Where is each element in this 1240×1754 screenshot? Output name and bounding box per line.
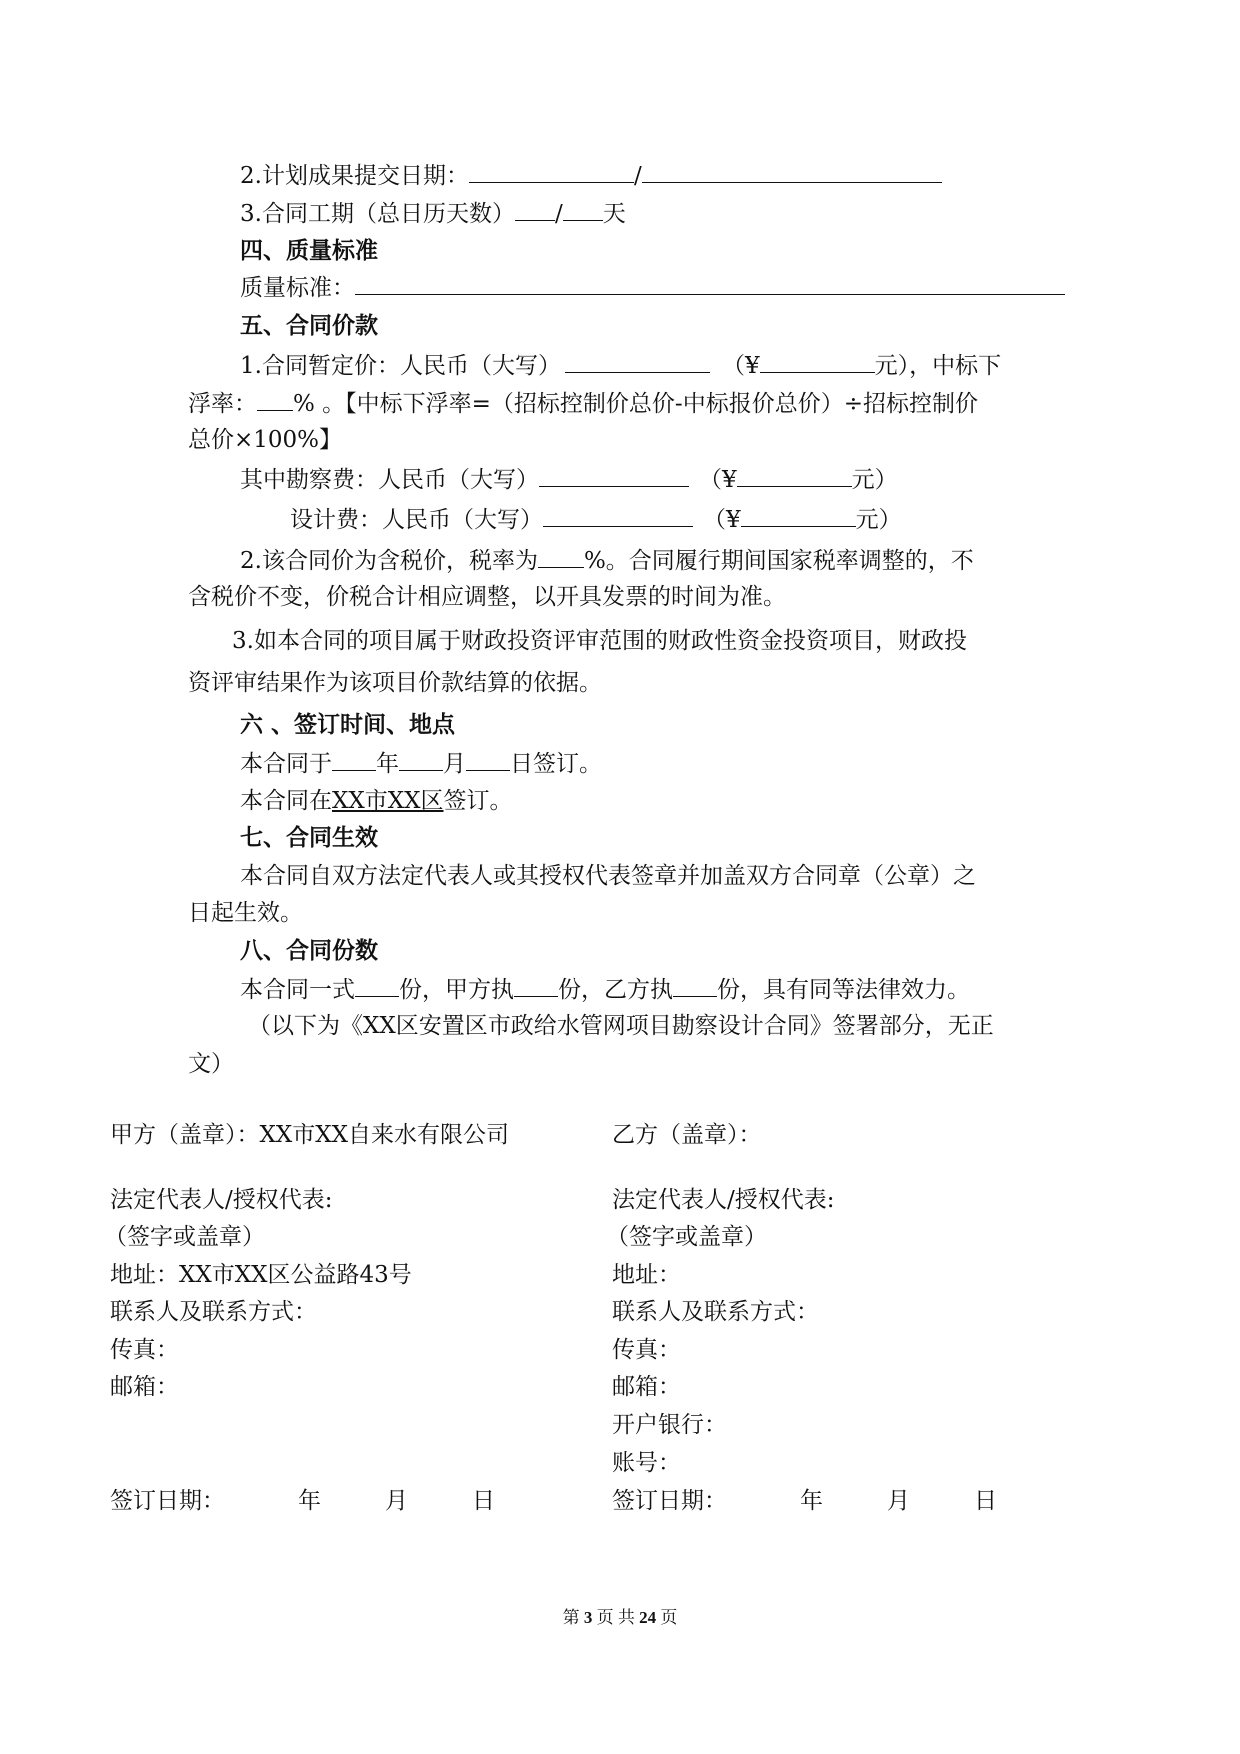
party-b-account: 账号：	[612, 1450, 681, 1476]
price-para-line-2	[188, 388, 978, 419]
blank-field	[466, 748, 510, 771]
party-b-contact: 联系人及联系方式：	[612, 1299, 819, 1325]
tax-para-line-2: 含税价不变，价税合计相应调整，以开具发票的时间为准。	[188, 584, 786, 610]
submission-date-label: 2.计划成果提交日期：	[240, 163, 469, 189]
party-b-title: 乙方（盖章）：	[612, 1122, 762, 1148]
blank-field	[515, 198, 555, 221]
tax-para-line-1	[240, 545, 974, 576]
survey-fee-label: 其中勘察费：人民币（大写）	[240, 467, 539, 493]
party-a-rep: 法定代表人/授权代表:	[110, 1187, 333, 1213]
party-a-year: 年	[298, 1488, 321, 1514]
fiscal-review-line-2: 资评审结果作为该项目价款结算的依据。	[188, 670, 602, 696]
blank-field	[741, 504, 856, 527]
party-a-month: 月	[385, 1488, 408, 1514]
month-label: 月	[443, 751, 466, 777]
party-b-bank: 开户银行：	[612, 1412, 727, 1438]
year-label: 年	[376, 751, 399, 777]
quality-standard-line	[240, 272, 1065, 303]
page-footer	[0, 1603, 1240, 1628]
footer-total-pages: 24	[639, 1608, 657, 1627]
blank-field	[563, 198, 603, 221]
party-b-sign: （签字或盖章）	[606, 1224, 767, 1250]
signing-place-label: 本合同在	[240, 788, 332, 814]
signing-place-value: XX市XX区	[332, 788, 444, 814]
signing-date-label: 本合同于	[240, 751, 332, 777]
blank-field	[469, 160, 634, 183]
signing-place-tail: 签订。	[443, 788, 513, 814]
party-a-contact: 联系人及联系方式：	[110, 1299, 317, 1325]
yuan-open: （¥	[721, 353, 760, 379]
separator: /	[633, 163, 642, 189]
separator: /	[554, 201, 563, 227]
price-para-line-3: 总价×100%】	[188, 427, 343, 453]
party-a-address: 地址：XX市XX区公益路43号	[110, 1262, 412, 1288]
yuan-close: 元）	[851, 467, 898, 493]
party-b-year: 年	[800, 1488, 823, 1514]
blank-field	[760, 350, 875, 373]
party-b-fax: 传真：	[612, 1337, 681, 1363]
copies-tail: 份，具有同等法律效力。	[717, 977, 970, 1003]
signature-note-line-1: （以下为《XX区安置区市政给水管网项目勘察设计合同》签署部分，无正	[248, 1013, 994, 1039]
heading-copies: 八、合同份数	[240, 938, 378, 964]
blank-field	[257, 388, 293, 411]
party-a-sign: （签字或盖章）	[104, 1224, 265, 1250]
fiscal-review-line-1: 3.如本合同的项目属于财政投资评审范围的财政性资金投资项目，财政投	[232, 628, 967, 654]
blank-field	[543, 504, 693, 527]
heading-signing-time-place: 六 、签订时间、地点	[240, 712, 456, 738]
party-a-title: 甲方（盖章）：XX市XX自来水有限公司	[110, 1122, 509, 1148]
blank-field	[355, 974, 399, 997]
price-para-tail: 元），中标下	[874, 353, 1002, 379]
blank-field	[399, 748, 443, 771]
blank-field	[673, 974, 717, 997]
tax-rate-label: 2.该合同价为含税价，税率为	[240, 548, 538, 574]
tax-para-tail: %。合同履行期间国家税率调整的，不	[583, 548, 974, 574]
party-b-address: 地址：	[612, 1262, 681, 1288]
footer-suffix: 页	[660, 1608, 678, 1627]
effective-para-line-1: 本合同自双方法定代表人或其授权代表签章并加盖双方合同章（公章）之	[240, 863, 976, 889]
blank-field	[355, 272, 1065, 295]
heading-contract-price: 五、合同价款	[240, 313, 378, 339]
heading-contract-effective: 七、合同生效	[240, 825, 378, 851]
party-b-copies-label: 份，乙方执	[558, 977, 673, 1003]
party-a-email: 邮箱：	[110, 1374, 179, 1400]
party-b-date-label: 签订日期：	[612, 1488, 727, 1514]
party-a-date-label: 签订日期：	[110, 1488, 225, 1514]
party-a-fax: 传真：	[110, 1337, 179, 1363]
party-b-month: 月	[887, 1488, 910, 1514]
price-para-line-1	[240, 350, 1001, 381]
footer-current-page: 3	[583, 1608, 593, 1627]
contract-period-label: 3.合同工期（总日历天数）	[240, 201, 515, 227]
blank-field	[737, 464, 852, 487]
party-a-copies-label: 份，甲方执	[399, 977, 514, 1003]
float-rate-label: 浮率：	[188, 391, 257, 417]
blank-field	[642, 160, 942, 183]
float-rate-formula: % 。【中标下浮率=（招标控制价总价-中标报价总价）÷招标控制价	[293, 391, 978, 417]
copies-line	[240, 974, 970, 1005]
quality-standard-label: 质量标准：	[240, 275, 355, 301]
blank-field	[332, 748, 376, 771]
blank-field	[565, 350, 710, 373]
party-b-day: 日	[974, 1488, 997, 1514]
party-b-email: 邮箱：	[612, 1374, 681, 1400]
signature-note-line-2: 文）	[188, 1051, 234, 1077]
heading-quality-standard: 四、质量标准	[240, 238, 378, 264]
day-label: 日签订。	[510, 751, 602, 777]
signing-place-line	[240, 786, 513, 816]
footer-prefix: 第	[562, 1608, 580, 1627]
yuan-close: 元）	[855, 507, 902, 533]
blank-field	[539, 464, 689, 487]
design-fee-label: 设计费：人民币（大写）	[290, 507, 543, 533]
yuan-open: （¥	[703, 507, 741, 533]
effective-para-line-2: 日起生效。	[188, 900, 303, 926]
yuan-open: （¥	[699, 467, 737, 493]
price-label: 1.合同暂定价：人民币（大写）	[240, 353, 561, 379]
party-b-rep: 法定代表人/授权代表:	[612, 1187, 835, 1213]
unit-days: 天	[602, 201, 626, 227]
copies-label: 本合同一式	[240, 977, 355, 1003]
party-a-day: 日	[472, 1488, 495, 1514]
contract-period-line	[240, 198, 626, 229]
signing-date-line	[240, 748, 602, 779]
footer-middle: 页 共	[596, 1608, 635, 1627]
survey-fee-line	[240, 464, 898, 495]
planned-submission-date-line	[240, 160, 942, 191]
blank-field	[514, 974, 558, 997]
blank-field	[538, 545, 584, 568]
design-fee-line	[290, 504, 902, 535]
